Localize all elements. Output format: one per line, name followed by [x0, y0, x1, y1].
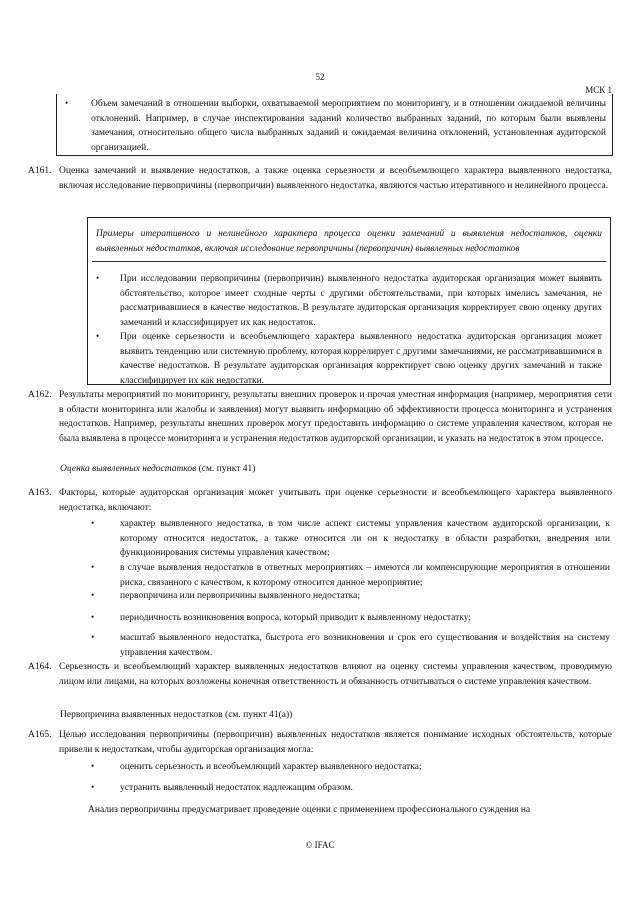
example-box-heading: Примеры итеративного и нелинейного характера процесса оценки замечаний и выявления недостатков, оценки выявленных недостатков, включая исследование первопричины (первопричин) выявленных недостатков: [96, 229, 602, 254]
example-box: [87, 217, 611, 385]
paragraph-text: Оценка замечаний и выявление недостатков, а также оценка серьезности и всеобъемлющего характера выявленного недостатка, включая исследование первопричины (первопричин) выявленного недостатка, являются частью итеративного и нелинейного процесса.: [59, 166, 612, 191]
paragraph-text: Факторы, которые аудиторская организация может учитывать при оценке серьезности и всеобъемлющего характера выявленного недостатка, включают:: [59, 488, 612, 513]
paragraph-label: A164.: [28, 662, 52, 672]
paragraph-text: Целью исследования первопричины (первопричин) выявленных недостатков является понимание исходных обстоятельств, которые привели к недостаткам, чтобы аудиторская организация могла:: [59, 730, 612, 755]
box-bullet-text: Объем замечаний в отношении выборки, охватываемой мероприятием по мониторингу, и в отношении ожидаемой величины отклонений. Например, в случае инспектирования заданий количество выбранных заданий, по которым были выявлены замечания, относительно общего числа выбранных заданий и ожидаемая величина отклонений, установленная аудиторской организацией.: [91, 99, 606, 153]
document-code: МСК 1: [585, 85, 612, 95]
paragraph-label: A161.: [28, 166, 52, 176]
closing-line: Анализ первопричины предусматривает проведение оценки с применением профессионального суждения на: [88, 805, 531, 815]
bullet-icon: •: [96, 331, 100, 341]
footer-copyright: © IFAC: [305, 840, 335, 850]
paragraph-label: A165.: [28, 730, 52, 740]
section-heading: [60, 464, 255, 474]
bullet-icon: •: [91, 632, 95, 642]
bullet-icon: •: [91, 518, 95, 528]
list-item: устранить выявленный недостаток надлежащим образом.: [120, 783, 353, 793]
paragraph-text: Результаты мероприятий по мониторингу, результаты внешних проверок и прочая уместная информация (например, мероприятия сети в области мониторинга или жалобы и заявления) могут выявить информацию об эффективности процесса мониторинга и устранения недостатков. Например, результаты внешних проверок могут предоставить информацию о системе управления качеством, которая не была выявлена в процессе мониторинга и устранения недостатков аудиторской организации, и указать на недостаток в этом процессе.: [59, 390, 612, 444]
bordered-bullet-box: [56, 94, 613, 156]
list-item: характер выявленного недостатка, в том числе аспект системы управления качеством аудиторской организации, к которому относится недостаток, а также относится ли он к недостатку в области разработки, внедрения или функционирования системы управления качеством;: [120, 519, 610, 559]
bullet-icon: •: [91, 612, 95, 622]
example-box-divider: [92, 261, 606, 262]
bullet-icon: •: [91, 782, 95, 792]
bullet-icon: •: [91, 761, 95, 771]
bullet-icon: •: [96, 273, 100, 283]
paragraph-label: A163.: [28, 488, 52, 498]
paragraph-label: A162.: [28, 390, 52, 400]
bullet-icon: •: [91, 562, 95, 572]
bullet-icon: •: [65, 98, 69, 108]
list-item: первопричина или первопричины выявленного недостатка;: [120, 591, 360, 601]
section-heading-italic: Оценка выявленных недостатков: [60, 464, 197, 474]
list-item: периодичность возникновения вопроса, который приводит к выявленному недостатку;: [120, 613, 471, 623]
section-heading-2: Первопричина выявленных недостатков (см. пункт 41(а)): [60, 710, 293, 720]
section-heading-ref: (см. пункт 41): [196, 464, 256, 474]
page-number: 52: [315, 72, 325, 82]
bullet-icon: •: [91, 590, 95, 600]
example-item: При исследовании первопричины (первопричин) выявленного недостатка аудиторская организация может выявить обстоятельство, которое имеет сходные черты с другими обстоятельствами, при которых имелись замечания, не рассматривавшиеся в качестве недостатков. В результате аудиторская организация корректирует свою оценку других замечаний и классифицирует их как недостаток.: [120, 274, 602, 328]
paragraph-text: Серьезность и всеобъемлющий характер выявленных недостатков влияют на оценку системы управления качеством, проводимую лицом или лицами, на которых возложены конечная ответственность и обязанность отчитываться о системе управления качеством.: [59, 662, 612, 687]
list-item: оценить серьезность и всеобъемлющий характер выявленного недостатка;: [120, 762, 422, 772]
example-item: При оценке серьезности и всеобъемлющего характера выявленного недостатка аудиторская организация может выявить тенденцию или системную проблему, которая коррелирует с другими замечаниями, не рассматривавшимися в качестве недостатков. В результате аудиторская организация корректирует свою оценку других замечаний и также классифицирует их как недостатки.: [120, 332, 602, 386]
list-item: масштаб выявленного недостатка, быстрота его возникновения и срок его существования и воздействия на систему управления качеством.: [120, 633, 610, 658]
list-item: в случае выявления недостатков в ответных мероприятиях – имеются ли компенсирующие мероприятия в отношении риска, связанного с качеством, к которому относится данное мероприятие;: [120, 563, 610, 588]
